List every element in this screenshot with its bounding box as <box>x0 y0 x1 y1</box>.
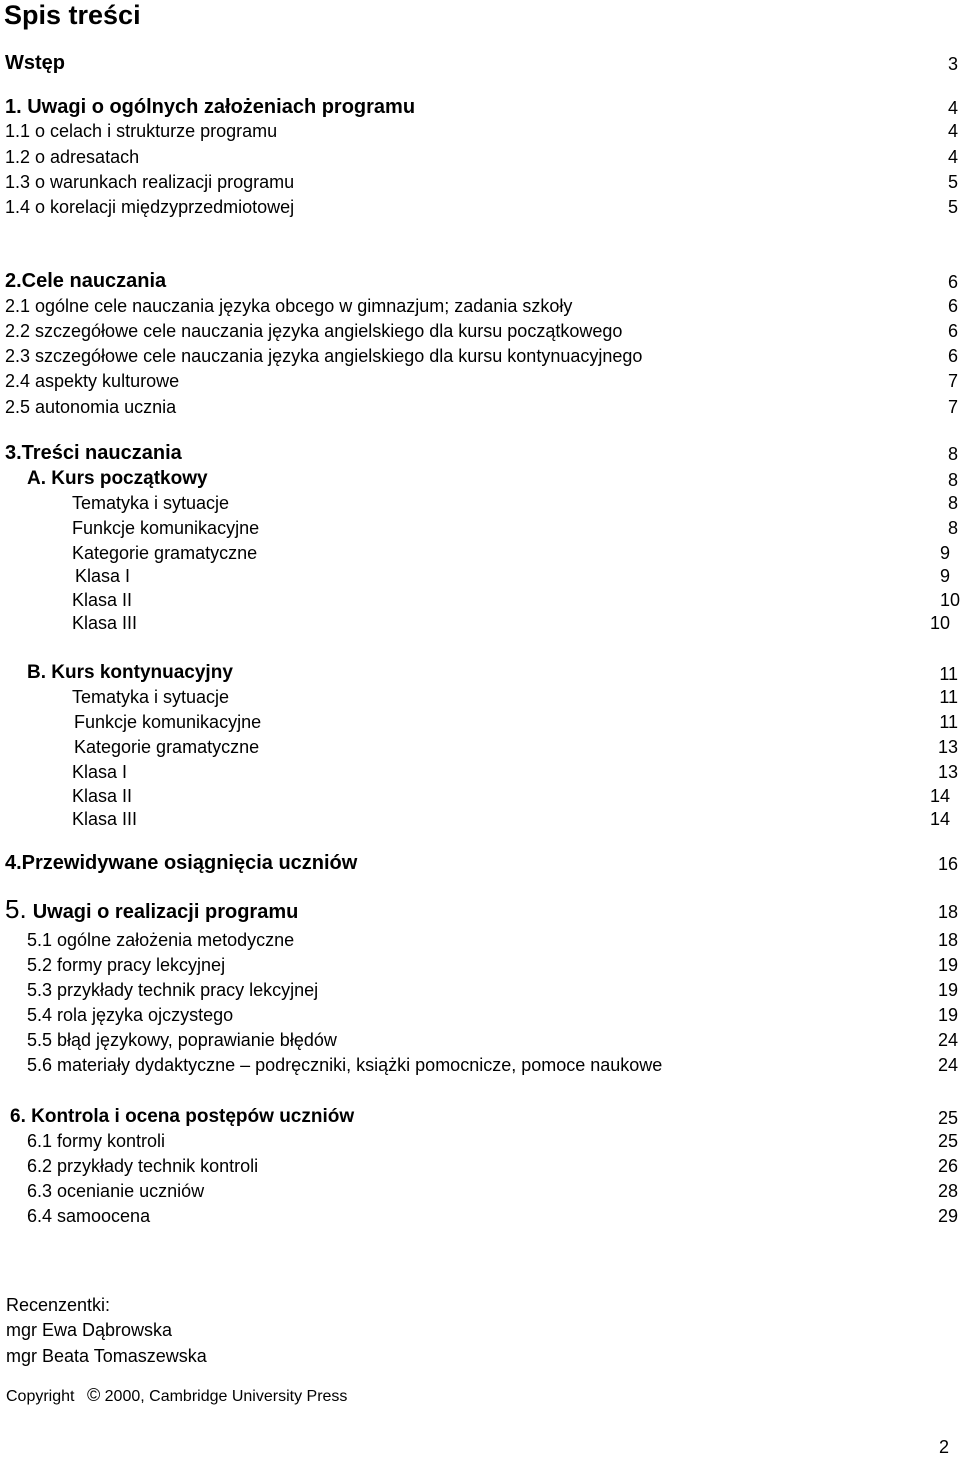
copyright-text: 2000, Cambridge University Press <box>104 1388 348 1405</box>
copyright-word: Copyright <box>6 1388 75 1405</box>
toc-entry-label: 1.4 o korelacji międzyprzedmiotowej <box>5 197 295 217</box>
toc-entry-page: 25 <box>937 1108 958 1128</box>
toc-entry-label: 6.3 ocenianie uczniów <box>27 1181 205 1201</box>
toc-entry-page: 9 <box>939 566 950 586</box>
toc-entry-page: 4 <box>947 147 958 167</box>
toc-entry-label: Tematyka i sytuacje <box>72 687 230 707</box>
toc-entry-label: 5.5 błąd językowy, poprawianie błędów <box>27 1030 337 1050</box>
toc-entry-page: 8 <box>947 444 958 464</box>
toc-entry-label: Funkcje komunikacyjne <box>72 518 260 538</box>
toc-entry-page: 13 <box>937 762 958 782</box>
toc-entry-label: 3.Treści nauczania <box>5 442 182 464</box>
toc-entry-label: 2.3 szczegółowe cele nauczania języka angielskiego dla kursu kontynuacyjnego <box>5 346 643 366</box>
toc-entry-page: 8 <box>947 470 958 490</box>
toc-entry-label: A. Kurs początkowy <box>27 468 208 489</box>
toc-entry-page: 7 <box>947 371 958 391</box>
toc-entry-label: 6. Kontrola i ocena postępów uczniów <box>10 1106 355 1127</box>
toc-entry-page: 11 <box>939 664 958 684</box>
toc-entry-page: 8 <box>947 518 958 538</box>
toc-entry-label: Funkcje komunikacyjne <box>74 712 262 732</box>
copyright-symbol: © <box>86 1385 101 1405</box>
toc-entry-label: 2.1 ogólne cele nauczania języka obcego w gimnazjum; zadania szkoły <box>5 296 573 316</box>
toc-entry-page: 26 <box>937 1156 958 1176</box>
reviewers-label: Recenzentki: <box>6 1295 111 1315</box>
page-title: Spis treści <box>4 0 141 30</box>
toc-entry-number: 5. <box>5 894 27 924</box>
toc-entry-page: 19 <box>937 955 958 975</box>
toc-entry-page: 11 <box>939 687 958 707</box>
toc-entry-label: 6.1 formy kontroli <box>27 1131 166 1151</box>
toc-entry-page: 24 <box>937 1055 958 1075</box>
toc-entry-label: 2.Cele nauczania <box>5 270 167 292</box>
toc-entry-label: 1. Uwagi o ogólnych założeniach programu <box>5 96 416 118</box>
toc-entry-label: 5.4 rola języka ojczystego <box>27 1005 234 1025</box>
toc-entry-label: Klasa I <box>75 566 131 586</box>
toc-entry-page: 28 <box>937 1181 958 1201</box>
toc-entry-page: 29 <box>937 1206 958 1226</box>
toc-entry-label: 6.2 przykłady technik kontroli <box>27 1156 259 1176</box>
toc-entry-page: 6 <box>947 346 958 366</box>
toc-entry-page: 10 <box>939 590 960 610</box>
toc-entry-page: 14 <box>929 786 950 806</box>
toc-entry-label: Klasa II <box>72 590 133 610</box>
toc-entry-label: 2.2 szczegółowe cele nauczania języka angielskiego dla kursu początkowego <box>5 321 623 341</box>
toc-entry-page: 25 <box>937 1131 958 1151</box>
toc-entry-label: Klasa II <box>72 786 133 806</box>
reviewer-name: mgr Beata Tomaszewska <box>6 1346 207 1366</box>
toc-entry-page: 6 <box>947 296 958 316</box>
toc-entry-page: 19 <box>937 980 958 1000</box>
toc-entry-page: 16 <box>937 854 958 874</box>
reviewer-name: mgr Ewa Dąbrowska <box>6 1320 173 1340</box>
toc-entry-label: 2.5 autonomia ucznia <box>5 397 177 417</box>
toc-entry-page: 3 <box>947 54 958 74</box>
toc-entry-label: Klasa III <box>72 613 138 633</box>
toc-entry-page: 11 <box>939 712 958 732</box>
toc-entry-label: Klasa I <box>72 762 128 782</box>
toc-entry-page: 7 <box>947 397 958 417</box>
toc-entry-label: Wstęp <box>5 52 65 74</box>
copyright-line <box>6 1386 347 1405</box>
toc-entry-label: 1.3 o warunkach realizacji programu <box>5 172 295 192</box>
toc-entry-page: 5 <box>947 172 958 192</box>
toc-entry-label: 5.3 przykłady technik pracy lekcyjnej <box>27 980 319 1000</box>
toc-entry-label: 5.6 materiały dydaktyczne – podręczniki, książki pomocnicze, pomoce naukowe <box>27 1055 663 1075</box>
toc-entry-label: 4.Przewidywane osiągnięcia uczniów <box>5 852 358 874</box>
toc-entry-label: B. Kurs kontynuacyjny <box>27 662 233 683</box>
toc-entry-page: 6 <box>947 272 958 292</box>
toc-entry-label: 1.2 o adresatach <box>5 147 140 167</box>
toc-entry-page: 6 <box>947 321 958 341</box>
page-number: 2 <box>939 1437 950 1457</box>
toc-entry-page: 4 <box>947 98 958 118</box>
toc-entry-label: 1.1 o celach i strukturze programu <box>5 121 278 141</box>
toc-entry-page: 18 <box>937 930 958 950</box>
toc-entry-text: Uwagi o realizacji programu <box>32 901 299 923</box>
toc-entry-page: 8 <box>947 493 958 513</box>
toc-entry-label: Kategorie gramatyczne <box>72 543 258 563</box>
toc-entry-label: 5.1 ogólne założenia metodyczne <box>27 930 295 950</box>
toc-entry-page: 13 <box>937 737 958 757</box>
toc-entry-label: 6.4 samoocena <box>27 1206 151 1226</box>
toc-entry-page: 18 <box>937 902 958 922</box>
toc-entry-label: Kategorie gramatyczne <box>74 737 260 757</box>
toc-entry-label: 2.4 aspekty kulturowe <box>5 371 180 391</box>
toc-entry-page: 5 <box>947 197 958 217</box>
toc-entry-page: 10 <box>929 613 950 633</box>
toc-entry-label <box>5 896 298 922</box>
toc-entry-page: 24 <box>937 1030 958 1050</box>
toc-entry-label: Klasa III <box>72 809 138 829</box>
toc-entry-page: 9 <box>939 543 950 563</box>
toc-entry-page: 19 <box>937 1005 958 1025</box>
toc-entry-label: 5.2 formy pracy lekcyjnej <box>27 955 226 975</box>
toc-entry-label: Tematyka i sytuacje <box>72 493 230 513</box>
toc-entry-page: 4 <box>947 121 958 141</box>
toc-entry-page: 14 <box>929 809 950 829</box>
